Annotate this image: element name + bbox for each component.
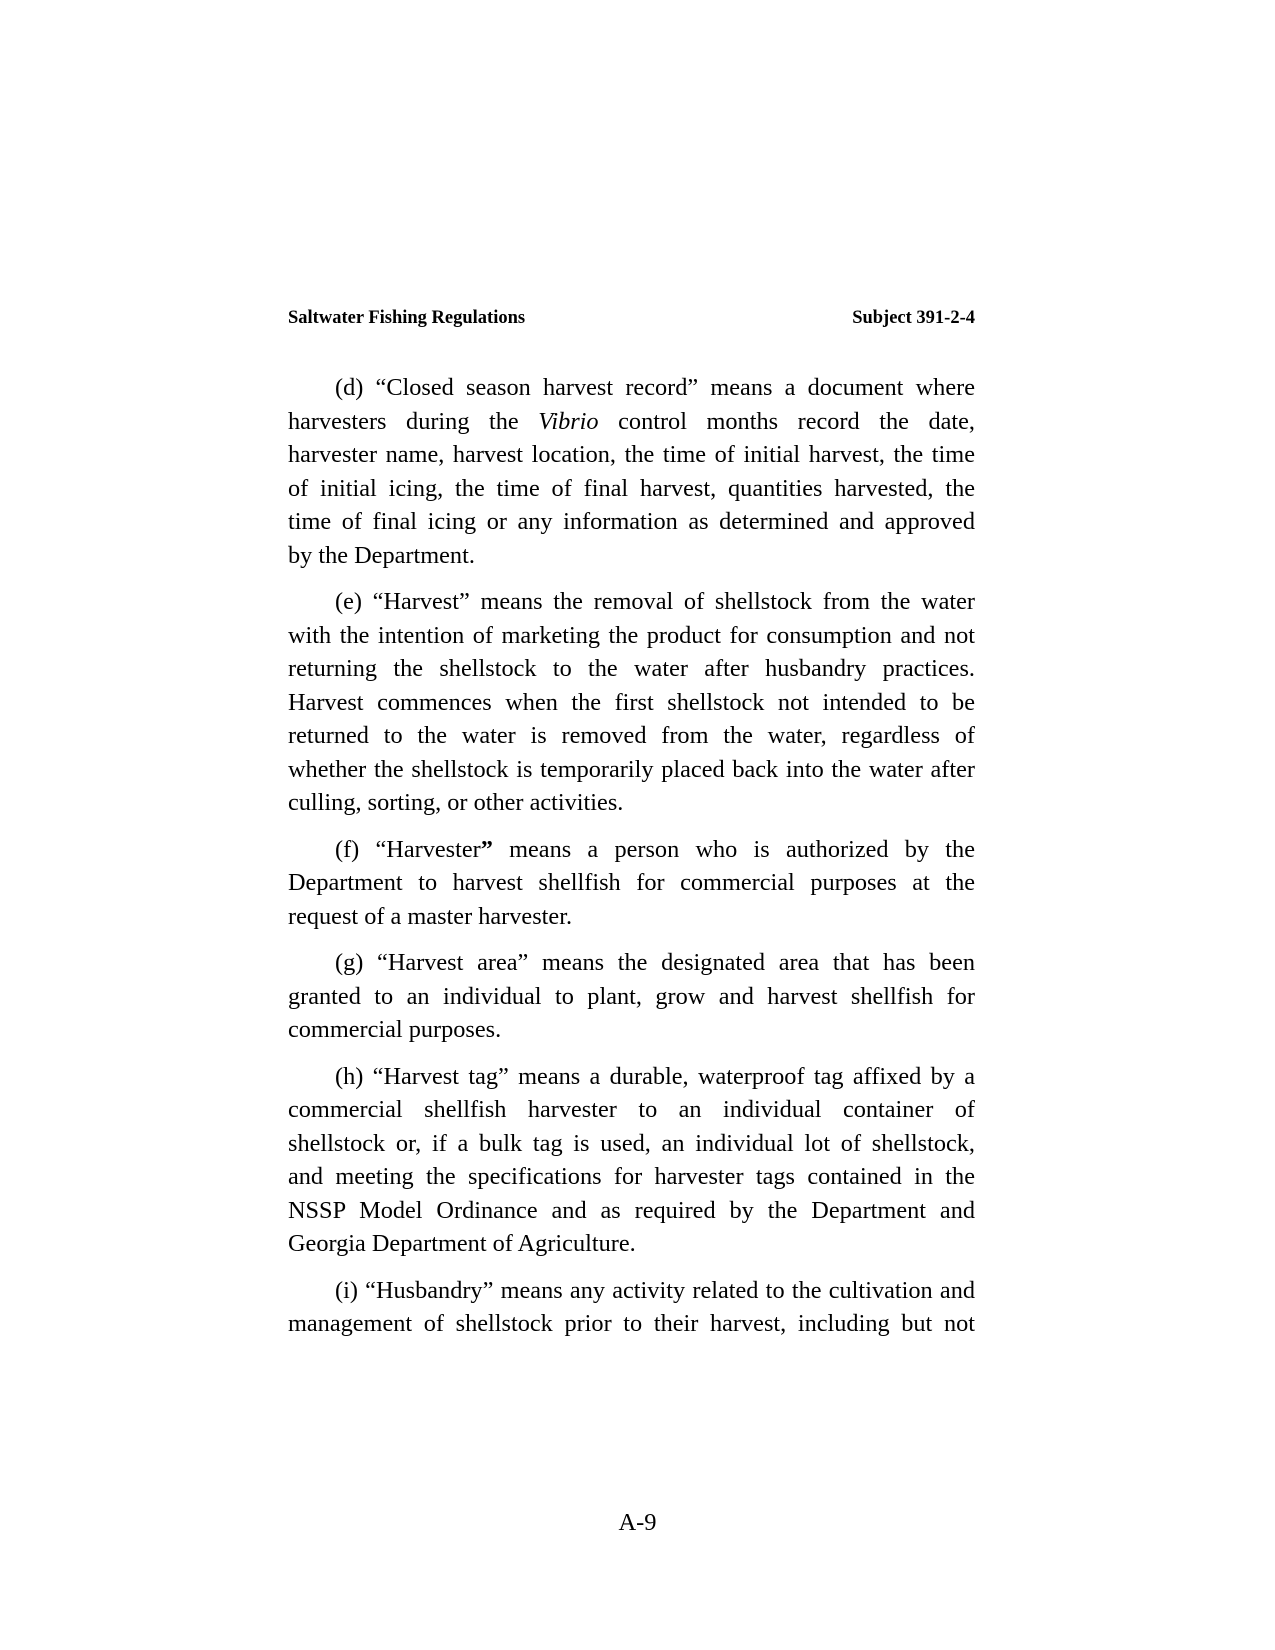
text-fragment: Georgia Department of Agriculture. bbox=[288, 1230, 636, 1257]
text-fragment: commercial purposes. bbox=[288, 1016, 502, 1043]
text-line bbox=[288, 1160, 975, 1194]
text-line bbox=[288, 1307, 975, 1341]
text-fragment: (e) “Harvest” means the removal of shellstock from the water bbox=[335, 588, 975, 615]
text-line bbox=[288, 1060, 975, 1094]
text-fragment: request of a master harvester. bbox=[288, 902, 573, 930]
paragraph-e bbox=[288, 585, 975, 820]
text-line bbox=[288, 719, 975, 753]
bold-fragment: ” bbox=[480, 835, 493, 863]
text-fragment: (h) “Harvest tag” means a durable, waterproof tag affixed by a bbox=[335, 1062, 975, 1090]
header-document-title: Saltwater Fishing Regulations bbox=[288, 308, 526, 328]
text-fragment: Harvest commences when the first shellstock not intended to be bbox=[288, 688, 975, 716]
text-fragment: returning the shellstock to the water after husbandry practices. bbox=[288, 655, 975, 682]
page-footer bbox=[0, 1506, 1275, 1539]
text-fragment: NSSP Model Ordinance and as required by the Department and bbox=[288, 1196, 975, 1224]
text-fragment: whether the shellstock is temporarily placed back into the water after bbox=[288, 755, 975, 783]
text-line bbox=[288, 686, 975, 720]
paragraph-h bbox=[288, 1060, 975, 1261]
italic-term: Vibrio bbox=[538, 407, 599, 435]
text-line bbox=[288, 619, 975, 653]
page-number: A-9 bbox=[618, 1509, 657, 1536]
text-line bbox=[288, 585, 975, 619]
text-fragment: harvesters during the bbox=[288, 407, 539, 435]
text-line bbox=[288, 539, 975, 573]
text-fragment: (f) “Harvester bbox=[335, 835, 481, 863]
running-header bbox=[288, 306, 975, 330]
text-line bbox=[288, 1194, 975, 1228]
text-line bbox=[288, 438, 975, 472]
text-line bbox=[288, 371, 975, 405]
text-line bbox=[288, 900, 975, 934]
text-fragment: Department to harvest shellfish for commercial purposes at the bbox=[288, 869, 975, 896]
text-line bbox=[288, 786, 975, 820]
text-fragment: granted to an individual to plant, grow and harvest shellfish for bbox=[288, 982, 975, 1010]
header-subject-number: Subject 391-2-4 bbox=[852, 308, 975, 328]
text-fragment: (g) “Harvest area” means the designated area that has been bbox=[335, 949, 975, 976]
text-line bbox=[288, 1127, 975, 1161]
text-fragment: commercial shellfish harvester to an individual container of bbox=[288, 1096, 975, 1123]
text-line bbox=[288, 1013, 975, 1047]
paragraph-f bbox=[288, 833, 975, 934]
text-fragment: culling, sorting, or other activities. bbox=[288, 789, 624, 816]
text-fragment: (d) “Closed season harvest record” means a document where bbox=[335, 374, 975, 401]
text-fragment: means a person who is authorized by the bbox=[492, 835, 975, 863]
text-fragment: management of shellstock prior to their harvest, including but not bbox=[288, 1310, 975, 1337]
text-fragment: time of final icing or any information as determined and approved bbox=[288, 508, 975, 535]
text-fragment: and meeting the specifications for harvester tags contained in the bbox=[288, 1163, 975, 1190]
text-line bbox=[288, 833, 975, 867]
text-line bbox=[288, 1274, 975, 1308]
document-body bbox=[288, 371, 975, 1354]
paragraph-d bbox=[288, 371, 975, 572]
text-line bbox=[288, 946, 975, 980]
text-line bbox=[288, 652, 975, 686]
text-line bbox=[288, 472, 975, 506]
text-line bbox=[288, 980, 975, 1014]
text-fragment: with the intention of marketing the product for consumption and not bbox=[288, 621, 975, 649]
text-line bbox=[288, 405, 975, 439]
text-fragment: (i) “Husbandry” means any activity related to the cultivation and bbox=[335, 1276, 975, 1304]
text-line bbox=[288, 1227, 975, 1261]
text-fragment: by the Department. bbox=[288, 541, 475, 569]
text-fragment: of initial icing, the time of final harvest, quantities harvested, the bbox=[288, 474, 975, 502]
text-fragment: shellstock or, if a bulk tag is used, an individual lot of shellstock, bbox=[288, 1129, 975, 1157]
text-line bbox=[288, 505, 975, 539]
text-line bbox=[288, 866, 975, 900]
text-line bbox=[288, 1093, 975, 1127]
paragraph-i bbox=[288, 1274, 975, 1341]
text-fragment: returned to the water is removed from the water, regardless of bbox=[288, 722, 975, 749]
text-fragment: harvester name, harvest location, the time of initial harvest, the time bbox=[288, 441, 975, 468]
text-fragment: control months record the date, bbox=[598, 407, 975, 435]
text-line bbox=[288, 753, 975, 787]
paragraph-g bbox=[288, 946, 975, 1047]
